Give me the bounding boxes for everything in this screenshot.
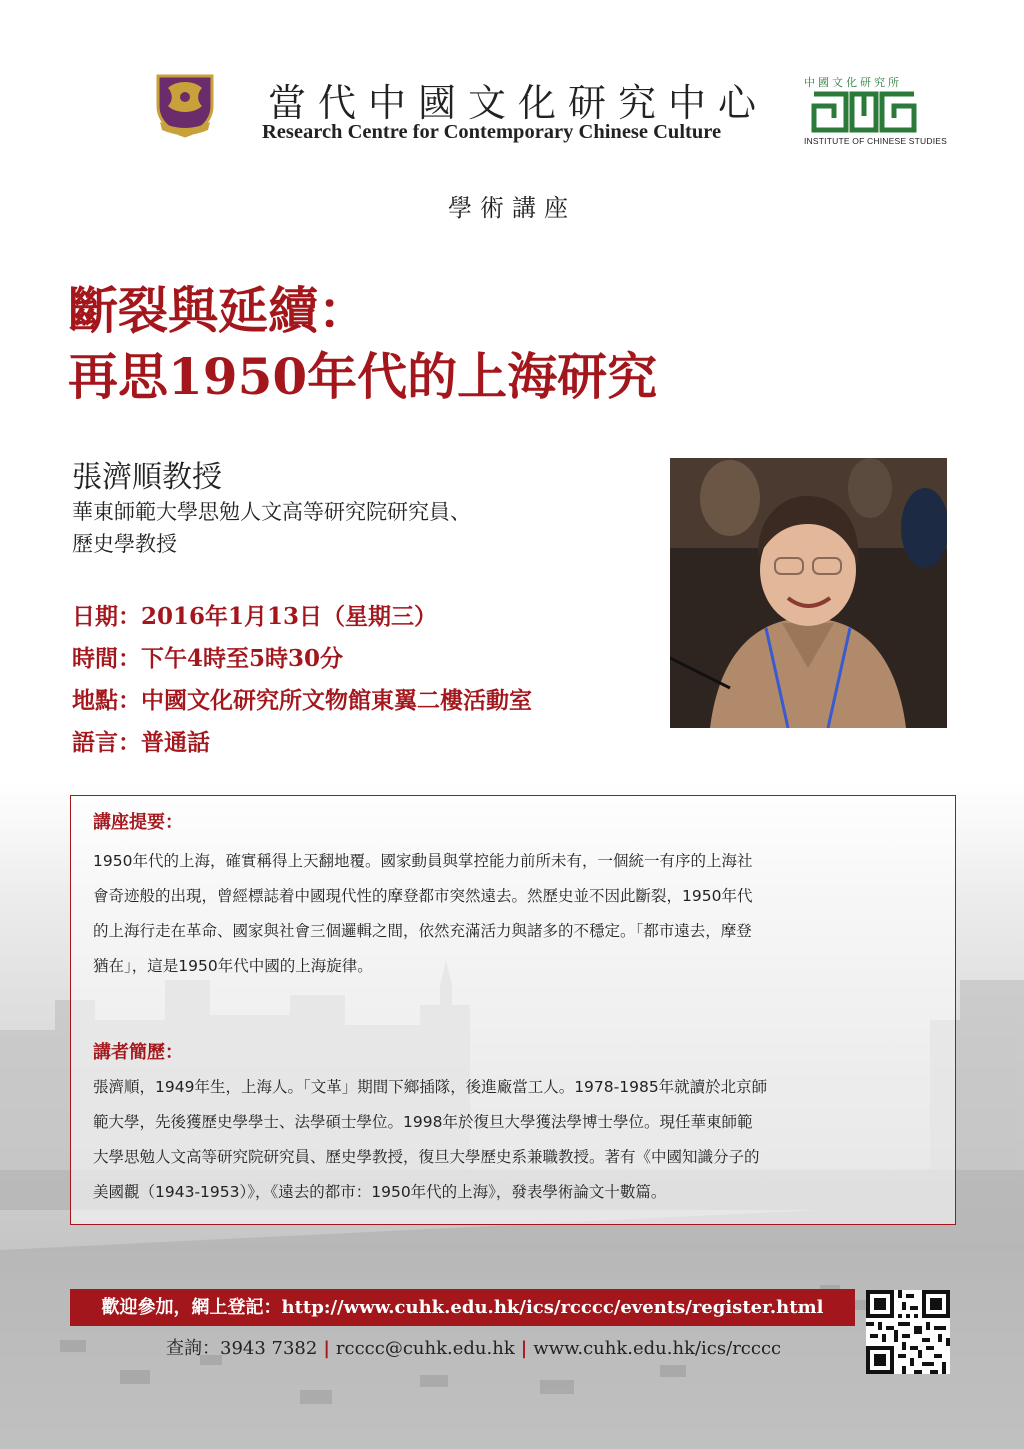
abstract-box [70, 795, 956, 1225]
abstract-line: 猶在」，這是1950年代中國的上海旋律。 [93, 957, 373, 975]
event-details [72, 596, 532, 764]
abstract-body [93, 844, 939, 984]
speaker-name: 張濟順教授 [72, 460, 222, 495]
event-time: 時間：下午4時至5時30分 [72, 645, 344, 672]
speaker-position-line1: 華東師範大學思勉人文高等研究院研究員、 [72, 500, 471, 524]
contact-info [166, 1334, 781, 1360]
centre-name-english: Research Centre for Contemporary Chinese Culture [262, 121, 722, 143]
institute-logo [804, 74, 948, 154]
bio-heading: 講者簡歷： [93, 1042, 183, 1063]
bio-line: 範大學，先後獲歷史學學士、法學碩士學位。1998年於復旦大學獲法學博士學位。現任華東師範 [93, 1113, 753, 1131]
event-type-label: 學術講座 [448, 194, 576, 222]
institute-logo-english: INSTITUTE OF CHINESE STUDIES [804, 136, 948, 146]
centre-name-chinese: 當代中國文化研究中心 [268, 81, 769, 125]
speaker-position-line2: 歷史學教授 [72, 532, 177, 556]
event-language: 語言：普通話 [72, 729, 210, 756]
institute-logo-chinese: 中國文化研究所 [804, 76, 902, 89]
bio-line: 張濟順，1949年生，上海人。「文革」期間下鄉插隊，後進廠當工人。1978-1985年就讀於北京師 [93, 1078, 768, 1096]
lecture-title [68, 278, 657, 410]
speaker-photo [670, 458, 947, 728]
bio-body [93, 1070, 939, 1210]
event-date: 日期：2016年1月13日（星期三） [72, 603, 438, 630]
cuhk-crest-logo [150, 70, 220, 140]
event-venue: 地點：中國文化研究所文物館東翼二樓活動室 [72, 687, 532, 714]
abstract-line: 會奇迹般的出現，曾經標誌着中國現代性的摩登都市突然遠去。然歷史並不因此斷裂，1950年代 [93, 887, 753, 905]
lecture-title-line1: 斷裂與延續： [68, 281, 368, 340]
lecture-title-line2: 再思1950年代的上海研究 [68, 347, 658, 406]
registration-link[interactable]: 歡迎參加，網上登記：http://www.cuhk.edu.hk/ics/rcccc/events/register.html [70, 1289, 855, 1326]
contact-phone: 查詢：3943 7382 [166, 1338, 318, 1359]
contact-email[interactable]: rcccc@cuhk.edu.hk [335, 1338, 515, 1359]
contact-separator: | [520, 1338, 528, 1359]
bio-line: 大學思勉人文高等研究院研究員、歷史學教授，復旦大學歷史系兼職教授。著有《中國知識分子的 [93, 1148, 760, 1166]
contact-separator: | [323, 1338, 330, 1359]
abstract-line: 的上海行走在革命、國家與社會三個邏輯之間，依然充滿活力與諸多的不穩定。「都市遠去，摩登 [93, 922, 752, 940]
contact-website[interactable]: www.cuhk.edu.hk/ics/rcccc [533, 1338, 782, 1359]
speaker-position [72, 496, 552, 560]
qr-code[interactable] [866, 1290, 950, 1374]
bio-line: 美國觀（1943-1953）》，《遠去的都市：1950年代的上海》，發表學術論文十數篇。 [93, 1183, 667, 1201]
abstract-line: 1950年代的上海，確實稱得上天翻地覆。國家動員與掌控能力前所未有，一個統一有序的上海社 [93, 852, 753, 870]
abstract-heading: 講座提要： [93, 812, 183, 833]
